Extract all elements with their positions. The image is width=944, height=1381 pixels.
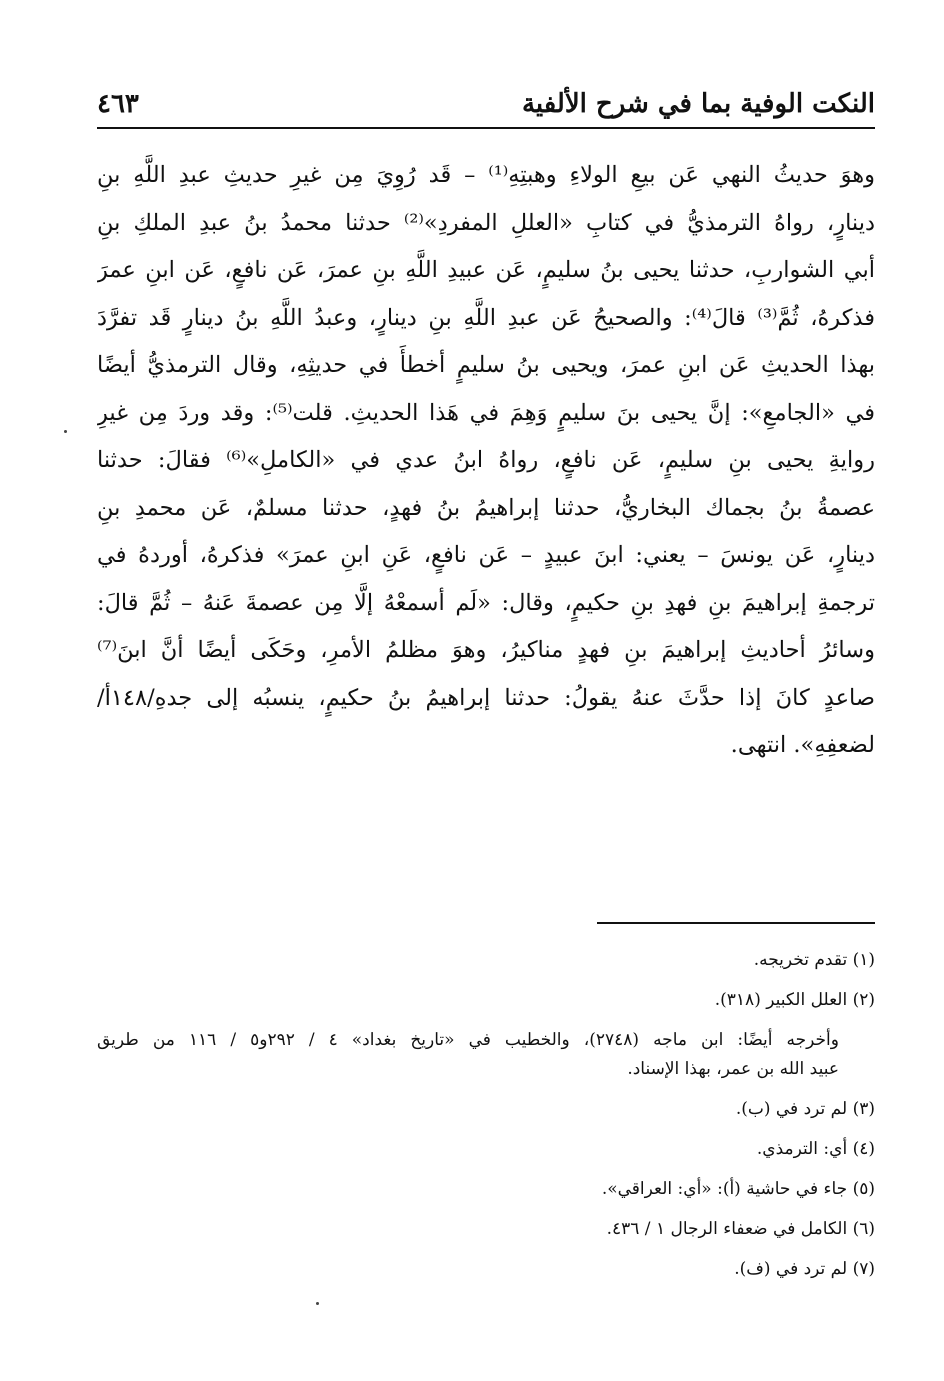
- footnote-item: (٣) لم ترد في (ب).: [735, 1099, 875, 1119]
- scan-speck: [64, 430, 67, 433]
- page-number: ٤٦٣: [97, 89, 139, 119]
- text-line: بهذا الحديثِ عَن ابنِ عمرَ، ويحيى بنُ سليمٍ أخطأَ في حديثِهِ، وقال الترمذيُّ أيضًا: [97, 352, 875, 378]
- text-line: دينارٍ، عَن يونسَ – يعني: ابنَ عبيدٍ – عَن نافعٍ، عَنِ ابنِ عمرَ» فذكرهُ، أوردهُ في: [97, 542, 875, 568]
- footnote-item: (٦) الكامل في ضعفاء الرجال ١ / ٤٣٦.: [606, 1219, 875, 1239]
- text-line: أبي الشواربِ، حدثنا يحيى بنُ سليمٍ، عَن عبيدِ اللَّهِ بنِ عمرَ، عَن نافعٍ، عَن ابنِ عمرَ: [97, 257, 875, 283]
- scan-speck: [316, 1302, 319, 1305]
- footnote-item: (٧) لم ترد في (ف).: [734, 1259, 875, 1279]
- footnote-continuation: [97, 1026, 875, 1084]
- main-text: [97, 152, 875, 770]
- text-line: صاعدٍ كانَ إذا حدَّثَ عنهُ يقولُ: حدثنا إبراهيمُ بنُ حكيمٍ، ينسبُه إلى جدهِ/١٤٨أ/: [97, 684, 875, 711]
- footnote-item: (٥) جاء في حاشية (أ): «أي: العراقي».: [601, 1179, 875, 1199]
- footnote-item: (٢) العلل الكبير (٣١٨).: [714, 990, 875, 1010]
- footnotes: [97, 946, 875, 1295]
- header-divider: [97, 127, 875, 129]
- text-line: وهوَ حديثُ النهي عَن بيعِ الولاءِ وهبتِهِ⁽¹⁾ – قَد رُوِيَ مِن غيرِ حديثِ عبدِ اللَّهِ بنِ: [97, 162, 875, 188]
- text-line: فذكرهُ، ثُمَّ⁽³⁾ قالَ⁽⁴⁾: والصحيحُ عَن عبدِ اللَّهِ بنِ دينارٍ، وعبدُ اللَّهِ بنُ دينارٍ قَد تفرَّدَ: [97, 304, 875, 331]
- footnote-line: عبيد الله بن عمر، بهذا الإسناد.: [627, 1059, 839, 1079]
- footnote-item: (١) تقدم تخريجه.: [753, 950, 875, 970]
- running-title: النكت الوفية بما في شرح الألفية: [521, 89, 875, 119]
- footnote-line: وأخرجه أيضًا: ابن ماجه (٢٧٤٨)، والخطيب في «تاريخ بغداد» ٤ / ٢٩٢و٥ / ١١٦ من طريق: [97, 1030, 839, 1050]
- text-line: ترجمةِ إبراهيمَ بنِ فهدِ بنِ حكيمٍ، وقال: «لَم أسمعْهُ إلَّا مِن عصمةَ عَنهُ – ثُمَّ قالَ:: [97, 589, 875, 616]
- text-line: لضعفِهِ». انتهى.: [730, 732, 875, 758]
- text-line: في «الجامعِ»: إنَّ يحيى بنَ سليمٍ وَهِمَ في هَذا الحديثِ. قلت⁽⁵⁾: وقد وردَ مِن غيرِ: [97, 399, 875, 426]
- text-line: عصمةُ بنُ بجماك البخاريُّ، حدثنا إبراهيمُ بنُ فهدٍ، حدثنا مسلمٌ، عَن محمدِ بنِ: [97, 494, 875, 521]
- footnote-divider: [597, 922, 875, 924]
- footnote-item: (٤) أي: الترمذي.: [756, 1139, 875, 1159]
- page-header: [97, 78, 875, 124]
- text-line: روايةِ يحيى بنِ سليمٍ، عَن نافعٍ، رواهُ ابنُ عدي في «الكاملِ»⁽⁶⁾ فقالَ: حدثنا: [97, 447, 875, 473]
- text-line: وسائرُ أحاديثِ إبراهيمَ بنِ فهدٍ مناكيرُ، وهوَ مظلمُ الأمرِ، وحَكَى أيضًا أنَّ ابنَ⁽⁷⁾: [97, 637, 875, 663]
- text-line: دينارٍ، رواهُ الترمذيُّ في كتابِ «العللِ المفردِ»⁽²⁾ حدثنا محمدُ بنُ عبدِ الملكِ بنِ: [97, 209, 875, 236]
